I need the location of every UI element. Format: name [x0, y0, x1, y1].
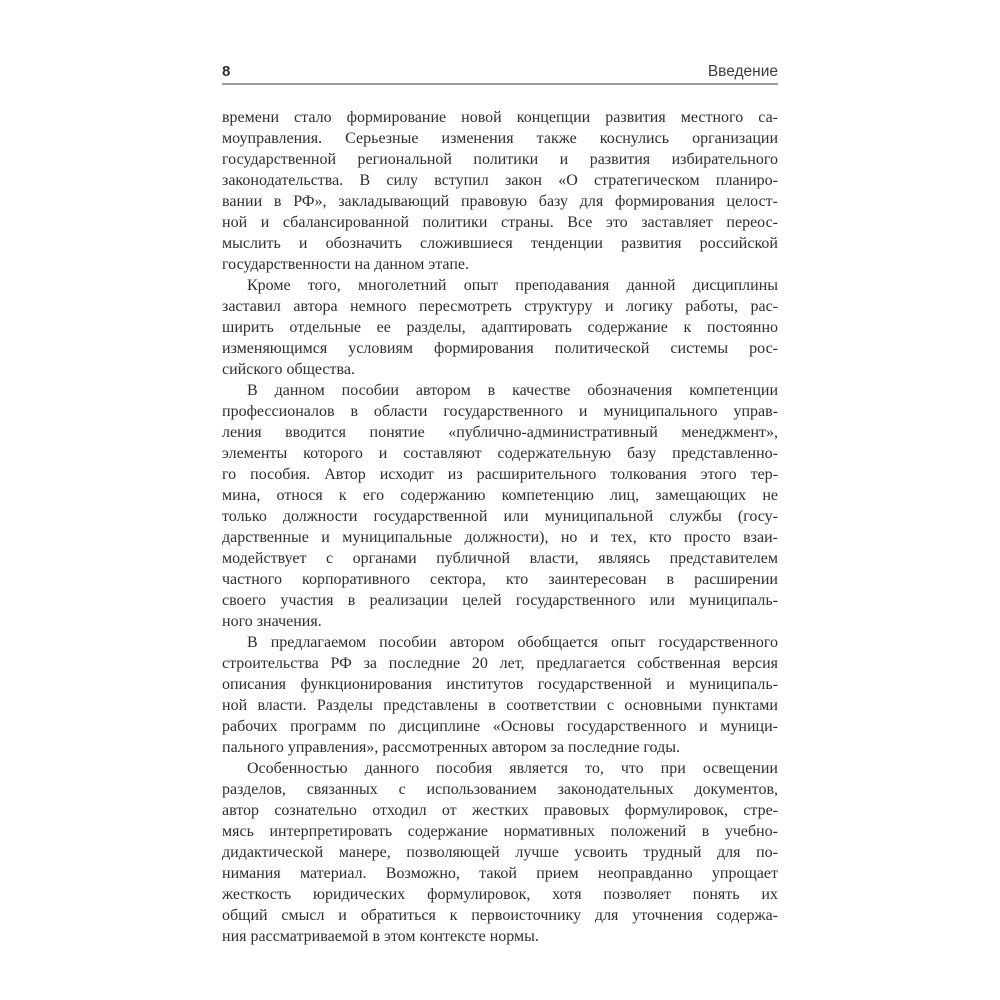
text-line: нимания материал. Возможно, такой прием неоправданно упрощает [222, 865, 778, 882]
text-line: строительства РФ за последние 20 лет, предлагается собственная версия [222, 655, 778, 672]
text-line: го пособия. Автор исходит из расширительного толкования этого тер- [222, 466, 778, 483]
text-line: профессионалов в области государственного и муниципального управ- [222, 403, 778, 420]
text-line: пального управления», рассмотренных автором за последние годы. [222, 739, 680, 756]
paragraph [222, 632, 778, 758]
text-line: модействует с органами публичной власти, являясь представителем [222, 550, 778, 567]
text-line: жесткость юридических формулировок, хотя позволяет понять их [222, 886, 778, 903]
text-line: общий смысл и обратиться к первоисточнику для уточнения содержа- [222, 907, 778, 924]
text-line: своего участия в реализации целей государственного или муниципаль- [222, 592, 778, 609]
text-line: автор сознательно отходил от жестких правовых формулировок, стре- [222, 802, 778, 819]
text-line: В данном пособии автором в качестве обозначения компетенции [247, 382, 778, 399]
text-line: ления вводится понятие «публично-административный менеджмент», [222, 424, 778, 441]
page-number: 8 [222, 63, 231, 80]
text-line: заставил автора немного пересмотреть структуру и логику работы, рас- [222, 298, 778, 315]
text-line: только должности государственной или муниципальной службы (госу- [222, 508, 778, 525]
text-line: сийского общества. [222, 361, 355, 378]
page-body [222, 107, 778, 947]
paragraph [222, 380, 778, 632]
running-head-title: Введение [707, 63, 778, 80]
text-line: рабочих программ по дисциплине «Основы государственного и муници- [222, 718, 778, 735]
text-line: мясь интерпретировать содержание нормативных положений в учебно- [222, 823, 778, 840]
text-line: описания функционирования институтов государственной и муниципаль- [222, 676, 778, 693]
text-line: В предлагаемом пособии автором обобщается опыт государственного [247, 634, 778, 651]
text-line: ния рассматриваемой в этом контексте нормы. [222, 928, 539, 945]
text-line: изменяющимся условиям формирования политической системы рос- [222, 340, 778, 357]
text-line: ного значения. [222, 613, 322, 630]
running-head [222, 63, 778, 81]
text-line: вании в РФ», закладывающий правовую базу для формирования целост- [222, 193, 778, 210]
text-line: частного корпоративного сектора, кто заинтересован в расширении [222, 571, 778, 588]
text-line: законодательства. В силу вступил закон «О стратегическом планиро- [222, 172, 778, 189]
text-line: Кроме того, многолетний опыт преподавания данной дисциплины [247, 277, 778, 294]
paragraph [222, 758, 778, 947]
text-line: ной власти. Разделы представлены в соответствии с основными пунктами [222, 697, 778, 714]
text-line: Особенностью данного пособия является то, что при освещении [247, 760, 778, 777]
text-line: моуправления. Серьезные изменения также коснулись организации [222, 130, 778, 147]
text-line: мыслить и обозначить сложившиеся тенденции развития российской [222, 235, 778, 252]
text-line: дидактической манере, позволяющей лучше усвоить трудный для по- [222, 844, 778, 861]
paragraph [222, 107, 778, 275]
header-rule [222, 83, 778, 85]
text-line: элементы которого и составляют содержательную базу представленно- [222, 445, 778, 462]
paragraph [222, 275, 778, 380]
text-line: разделов, связанных с использованием законодательных документов, [222, 781, 778, 798]
text-line: мина, относя к его содержанию компетенцию лиц, замещающих не [222, 487, 778, 504]
text-line: ширить отдельные ее разделы, адаптировать содержание к постоянно [222, 319, 778, 336]
text-line: дарственные и муниципальные должности), но и тех, кто просто взаи- [222, 529, 778, 546]
text-line: государственной региональной политики и развития избирательного [222, 151, 778, 168]
text-line: времени стало формирование новой концепции развития местного са- [222, 109, 778, 126]
page-header [222, 0, 778, 85]
text-line: ной и сбалансированной политики страны. Все это заставляет переос- [222, 214, 778, 231]
text-line: государственности на данном этапе. [222, 256, 469, 273]
